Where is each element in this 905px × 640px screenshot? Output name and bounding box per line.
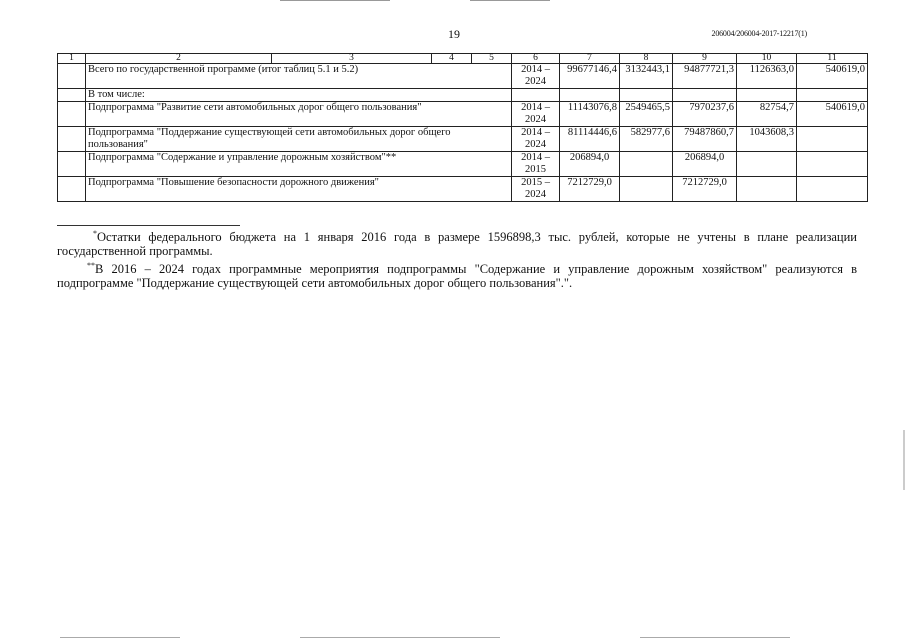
row-name: Подпрограмма "Поддержание существующей сети автомобильных дорог общего пользования": [86, 127, 512, 152]
table-cell: [58, 64, 86, 89]
value-cell: 1126363,0: [737, 64, 797, 89]
period-end: 2024: [525, 189, 546, 200]
period-end: 2024: [525, 76, 546, 87]
table-row: [58, 102, 868, 127]
table-row: [58, 177, 868, 202]
row-name: Подпрограмма "Содержание и управление дорожным хозяйством"**: [86, 152, 512, 177]
value-cell: 79487860,7: [673, 127, 737, 152]
period-end: 2015: [525, 164, 546, 175]
value-cell: [620, 177, 673, 202]
scan-bottom-mark: [640, 637, 790, 638]
value-cell: 99677146,4: [560, 64, 620, 89]
scan-bottom-mark: [60, 637, 180, 638]
footnotes: [57, 225, 857, 290]
period-cell: [512, 64, 560, 89]
table-row: [58, 127, 868, 152]
period-start: 2014 –: [521, 127, 550, 138]
period-start: 2014 –: [521, 64, 550, 75]
period-start: 2015 –: [521, 177, 550, 188]
column-number-row: [58, 54, 868, 64]
column-header: 4: [432, 54, 472, 64]
column-header: 7: [560, 54, 620, 64]
column-header: 9: [673, 54, 737, 64]
value-cell: [737, 177, 797, 202]
value-cell: 1043608,3: [737, 127, 797, 152]
budget-table: [57, 53, 868, 202]
table-cell: [560, 89, 620, 102]
column-header: 10: [737, 54, 797, 64]
column-header: 3: [272, 54, 432, 64]
column-header: 11: [797, 54, 868, 64]
page-number: 19: [448, 27, 460, 41]
footnote-marker: **: [87, 260, 95, 270]
scan-top-mark: [280, 0, 390, 1]
row-name: Всего по государственной программе (итог таблиц 5.1 и 5.2): [86, 64, 512, 89]
table-cell: [58, 89, 86, 102]
column-header: 2: [86, 54, 272, 64]
period-end: 2024: [525, 114, 546, 125]
value-cell: 7212729,0: [560, 177, 620, 202]
period-start: 2014 –: [521, 102, 550, 113]
footnote-marker: *: [93, 228, 97, 238]
period-start: 2014 –: [521, 152, 550, 163]
period-cell: [512, 127, 560, 152]
value-cell: 7970237,6: [673, 102, 737, 127]
period-cell: [512, 177, 560, 202]
column-header: 6: [512, 54, 560, 64]
row-name: В том числе:: [86, 89, 512, 102]
scan-bottom-mark: [300, 637, 500, 638]
table-cell: [512, 89, 560, 102]
row-name: Подпрограмма "Развитие сети автомобильных дорог общего пользования": [86, 102, 512, 127]
value-cell: 540619,0: [797, 102, 868, 127]
footnote-text: В 2016 – 2024 годах программные мероприятия подпрограммы "Содержание и управление дорожным хозяйством" реализуются в подпрограмме "Поддержание существующей сети автомобильных дорог общего пользования".".: [57, 262, 857, 290]
column-header: 8: [620, 54, 673, 64]
table-cell: [673, 89, 737, 102]
value-cell: 82754,7: [737, 102, 797, 127]
value-cell: [737, 152, 797, 177]
table-cell: [737, 89, 797, 102]
table-row: [58, 152, 868, 177]
table-cell: [58, 102, 86, 127]
period-cell: [512, 152, 560, 177]
table-row: [58, 64, 868, 89]
document-code: 206004/206004-2017-12217(1): [711, 29, 807, 38]
row-name: Подпрограмма "Повышение безопасности дорожного движения": [86, 177, 512, 202]
value-cell: 206894,0: [560, 152, 620, 177]
value-cell: 94877721,3: [673, 64, 737, 89]
value-cell: [797, 127, 868, 152]
period-end: 2024: [525, 139, 546, 150]
footnote-text: Остатки федерального бюджета на 1 января 2016 года в размере 1596898,3 тыс. рублей, которые не учтены в плане реализации государственной программы.: [57, 230, 857, 258]
value-cell: [797, 152, 868, 177]
footnote-separator: [57, 225, 240, 226]
value-cell: 582977,6: [620, 127, 673, 152]
table-cell: [58, 177, 86, 202]
scan-top-mark: [470, 0, 550, 1]
value-cell: 540619,0: [797, 64, 868, 89]
period-cell: [512, 102, 560, 127]
value-cell: 206894,0: [673, 152, 737, 177]
table-row: [58, 89, 868, 102]
footnote: [57, 262, 857, 290]
value-cell: 3132443,1: [620, 64, 673, 89]
column-header: 1: [58, 54, 86, 64]
value-cell: [797, 177, 868, 202]
column-header: 5: [472, 54, 512, 64]
table-cell: [797, 89, 868, 102]
table-cell: [620, 89, 673, 102]
table-cell: [58, 127, 86, 152]
value-cell: 2549465,5: [620, 102, 673, 127]
value-cell: 81114446,6: [560, 127, 620, 152]
value-cell: [620, 152, 673, 177]
value-cell: 11143076,8: [560, 102, 620, 127]
value-cell: 7212729,0: [673, 177, 737, 202]
footnote: [57, 230, 857, 258]
table-cell: [58, 152, 86, 177]
